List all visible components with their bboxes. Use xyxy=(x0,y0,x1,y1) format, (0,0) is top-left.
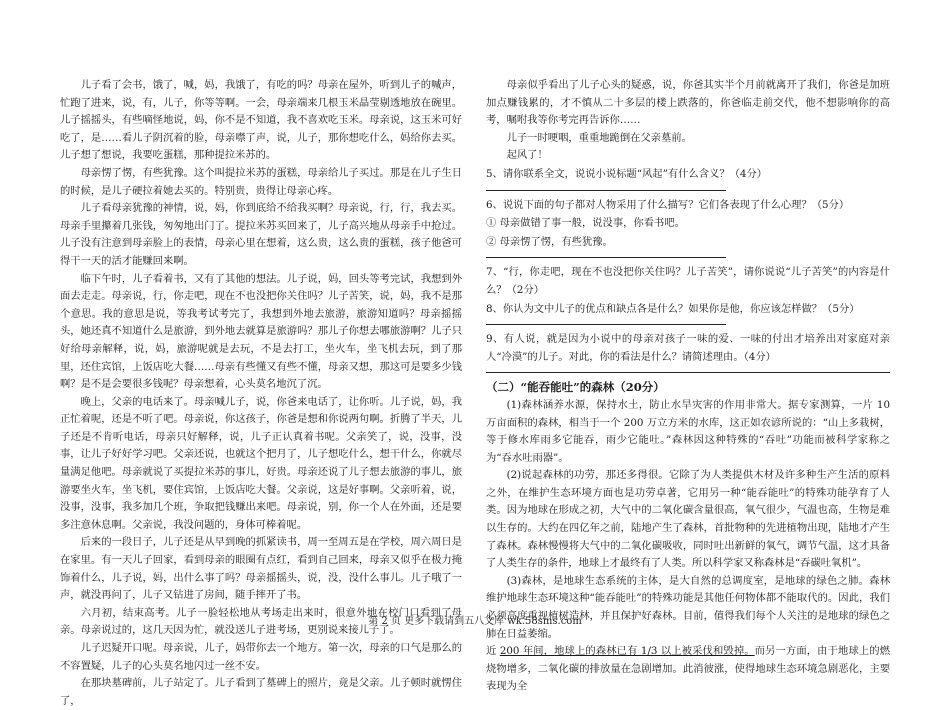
question-6: 6、说说下面的句子都对人物采用了什么描写？它们各表现了什么心理？（5分） xyxy=(486,198,850,211)
question-6-item-1: ① 母亲做错了事一般，说没事，你看书吧。 xyxy=(486,217,685,230)
story-paragraph: 六月初，结束高考。儿子一脸轻松地从考场走出来时，很意外地在校门口看到了母亲。母亲说过的，这几天因为忙，就没送儿子进考场，更别说来接儿子了。 xyxy=(60,606,462,637)
answer-line xyxy=(486,257,726,258)
story-paragraph: 起风了！ xyxy=(506,149,548,162)
page-footer: 第 2 页 更多下载请到五八文库 wk.58sms.com xyxy=(368,616,582,627)
question-6-item-2: ② 母亲愣了愣，有些犹豫。 xyxy=(486,235,613,248)
answer-line xyxy=(486,372,890,373)
story-paragraph: 儿子看了会书，饿了，喊，妈，我饿了，有吃的吗？母亲在屋外，听到儿子的喊声，忙跑了进来，说，有，儿子，你等等啊。一会，母亲端来几根玉米晶莹剔透地放在碗里。儿子摇摇头，有些嘀怪地说，妈，你不是不知道，我不喜欢吃玉米。母亲说，这玉米可好吃了，是……看儿子阴沉着的脸，母亲噤了声，说，儿子，那你想吃什么，妈给你去买。儿子想了想说，我要吃蛋糕，那种提拉米苏的。 xyxy=(60,79,462,162)
right-column xyxy=(486,77,890,696)
story-paragraph: 儿子看母亲犹豫的神情，说，妈，你到底给不给我买啊？母亲说，行，行，我去买。母亲手里攥着几张钱，匆匆地出门了。提拉米苏买回来了，儿子高兴地从母亲手中抢过。儿子没有注意到母亲脸上的表情，母亲心里在想着，这么贵，这么贵的蛋糕，孩子他爸可得干一天的活才能赚回来啊。 xyxy=(60,202,462,267)
story-paragraph: 儿子一时哽咽，重重地跪倒在父亲墓前。 xyxy=(506,131,692,144)
story-paragraph: 临下午时，儿子看着书，又有了其他的想法。儿子说，妈，回头等考完试，我想到外面去走走。母亲说，行，你走吧，现在不也没把你关住吗？儿子苦笑，说，妈，我不是那个意思。我的意思是说，等我考试考完了，我想到外地去旅游，旅游知道吗？母亲摇摇头，她还真不知道什么是旅游，到外地去就算是旅游吗？那儿子你想去哪旅游啊？儿子只好给母亲解释，说，妈，旅游呢就是去玩，不是去打工，坐火车，坐飞机去玩，到了那里，还住宾馆，上饭店吃大餐……母亲有些懂又有些不懂，母亲又想，那这可是要多少钱啊？是不是会要很多钱呢？母亲想着，心头莫名地沉了沉。 xyxy=(60,272,462,391)
story-paragraph: 晚上，父亲的电话来了。母亲喊儿子，说，你爸来电话了，让你听。儿子说，妈，我正忙着呢，还是不听了吧。母亲说，你这孩子，你爸是想和你说两句啊。折腾了半天，儿子还是不肯听电话，母亲只好解释，说，儿子正认真着书呢。父亲笑了，说，没事，没事，让儿子好好学习吧。父亲还说，也就这个把月了，儿子想吃什么，想干什么，你就尽量满足他吧。母亲就说了买提拉米苏的事儿，好贵。母亲还说了儿子想去旅游的事儿，旅游要坐火车，坐飞机，要住宾馆，上饭店吃大餐。父亲说，这是好事啊。父亲听着，说，没事，没事，我多加几个班，争取把钱赚出来吧。母亲说，别，你一个人在外面，还是要多注意休息啊。父亲说，我没问题的，身体可棒着呢。 xyxy=(60,395,462,531)
article-paragraph: (3)森林，是地球生态系统的主体，是大自然的总调度室，是地球的绿色之肺。森林维护地球生态环境这种“能吞能吐”的特殊功能是其他任何物体都不能取代的。因此，我们必须高度重视植树造林，并且保护好森林。目前，值得我们每个人关注的是地球的绿色之肺在日益萎缩。 xyxy=(486,574,890,640)
last-prefix: 近 xyxy=(486,645,500,658)
underlined-sentence: 200 年间，地球上的森林已有 1/3 以上被采伐和毁掉。 xyxy=(499,645,755,658)
article-paragraph: (1)森林涵养水源，保持水土，防止水旱灾害的作用非常大。据专家测算，一片 10 万亩面积的森林，相当于一个 200 万立方米的水库，这正如农谚所说的：“山上多栽树，等于修水库雨多它能吞，雨少它能吐。”森林因这种特殊的“吞吐”功能而被科学家称之为“吞水吐雨器”。 xyxy=(486,398,890,464)
article-paragraph-continued xyxy=(486,643,890,696)
story-paragraph: 母亲愣了愣，有些犹豫。这个叫提拉米苏的蛋糕，母亲给儿子买过。那是在儿子生日的时候，是儿子硬拉着她去买的。特别贵，贵得让母亲心疼。 xyxy=(60,166,462,197)
section-title: （二）“能吞能吐”的森林（20分） xyxy=(486,380,665,395)
article-paragraph: (2)说起森林的功劳，那还多得很。它除了为人类提供木材及许多种生产生活的原料之外，在维护生态环境方面也是功劳卓著，它用另一种“能吞能吐”的特殊功能孕育了人类。因为地球在形成之初，大气中的二氧化碳含量很高，氧气很少，气温也高，生物是难以生存的。大约在四亿年之前，陆地产生了森林，首批物种的先进植物出现，陆地才产生了森林。森林慢慢将大气中的二氧化碳吸收，同时吐出新鲜的氧气，调节气温，这才具备了人类生存的条件，地球上才最终有了人类。所以科学家又称森林是“吞碳吐氧机”。 xyxy=(486,469,890,570)
question-7: 7、“行，你走吧，现在不也没把你关住吗？儿子苦笑”，请你说说“儿子苦笑”的内容是什么？（2分） xyxy=(486,266,890,296)
story-paragraph: 母亲似乎看出了儿子心头的疑惑，说，你爸其实半个月前就离开了我们，你爸是加班加点赚钱累的，才不慎从二十多层的楼上跌落的，你爸临走前交代，他不想影响你的高考，嘱咐我等你考完再告诉你…… xyxy=(486,79,890,127)
question-8: 8、你认为文中儿子的优点和缺点各是什么？如果你是他，你应该怎样做？（5分） xyxy=(486,302,860,315)
question-9: 9、有人说，就是因为小说中的母亲对孩子一味的爱、一味的付出才培养出对家庭对亲人“冷漠”的儿子。对此，你的看法是什么？请简述理由。（4分） xyxy=(486,333,890,363)
last-rest: 而另一方面，由于地球上的燃烧物增多，二氧化碳的排放量在急剧增加。此消彼涨，使得地球生态环境急剧恶化，主要表现为全 xyxy=(486,645,891,693)
story-paragraph: 后来的一段日子，儿子还是从早到晚的抓紧读书，周一至周五是在学校，周六周日是在家里。有一天儿子回家，看到母亲的眼圈有点红，看到自己回来，母亲又似乎在极力掩饰着什么，儿子说，妈，出什么事了吗？母亲摇摇头，说，没，没什么事儿。儿子哦了一声，就没再问了，儿子又钻进了房间，随手摔开了书。 xyxy=(60,536,462,602)
story-paragraph: 儿子迟疑开口呢。母亲说，儿子，妈带你去一个地方。第一次，母亲的口气是那么的不容置疑，儿子的心头莫名地闪过一丝不安。 xyxy=(60,642,462,672)
answer-line xyxy=(486,190,726,191)
story-paragraph: 在那块墓碑前，儿子站定了。儿子看到了墓碑上的照片，竟是父亲。儿子顿时就愣住了， xyxy=(60,677,462,707)
question-5: 5、请你联系全文，说说小说标题“风起”有什么含义？（4分） xyxy=(486,167,768,180)
answer-line xyxy=(486,324,726,325)
